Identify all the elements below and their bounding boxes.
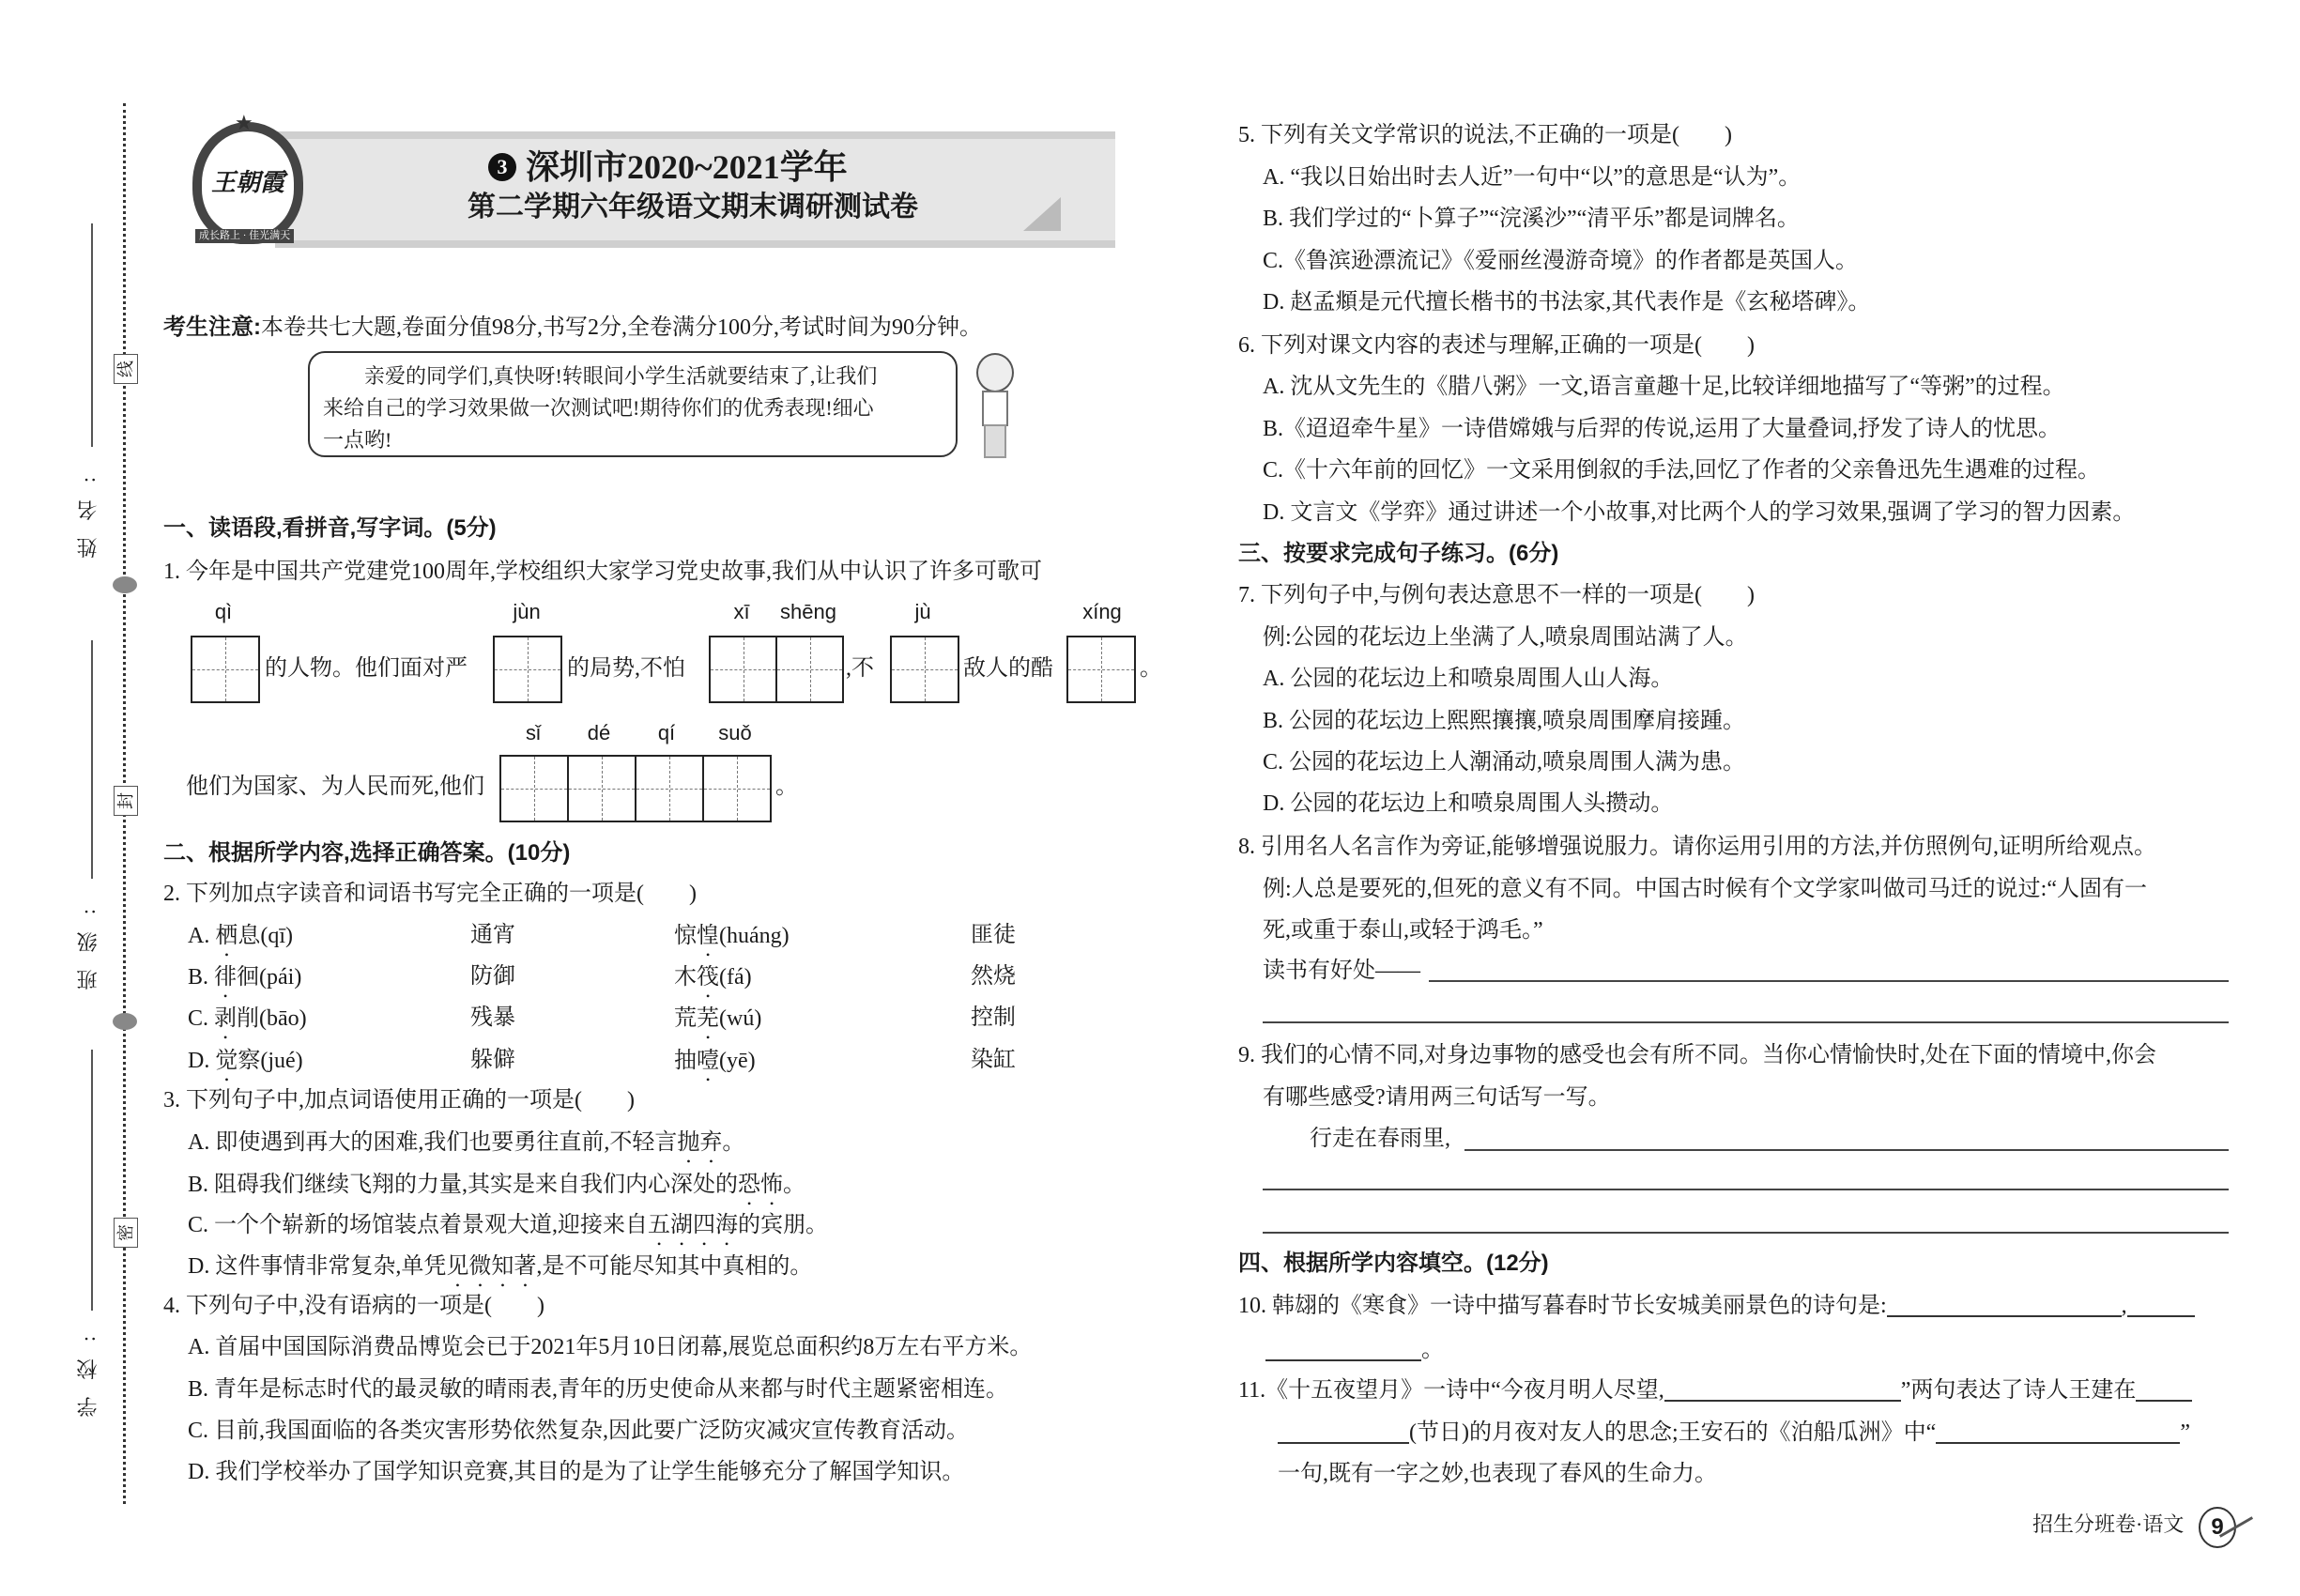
bubble-line3: 一点哟! [323, 428, 392, 452]
q8-prompt: 读书有好处—— [1263, 959, 1420, 983]
q11-part3: (节日)的月夜对友人的思念;王安石的《泊船瓜洲》中“ [1409, 1420, 1937, 1445]
writing-box[interactable] [493, 636, 562, 703]
seal-mark-feng: 封 [114, 786, 138, 816]
option-text: ,是不可能尽知其中真相的。 [536, 1254, 813, 1279]
q1-text: 敌人的酷 [963, 656, 1053, 681]
q6-option-a[interactable]: A. 沈从文先生的《腊八粥》一文,语言童趣十足,比较详细地描写了“等粥”的过程。 [1263, 375, 2065, 399]
dotted-char: 噎 [697, 1049, 719, 1073]
q4-option-a[interactable]: A. 首届中国国际消费品博览会已于2021年5月10日闭幕,展览总面积约8万左右平方米。 [188, 1335, 1033, 1359]
q5-option-b[interactable]: B. 我们学过的“卜算子”“浣溪沙”“清平乐”都是词牌名。 [1263, 207, 1800, 231]
student-cartoon-icon [967, 353, 1023, 456]
q2-option-d[interactable] [188, 1049, 303, 1086]
q8-stem: 8. 引用名人名言作为旁证,能够增强说服力。请你运用引用的方法,并仿照例句,证明所给观点。 [1238, 835, 2156, 859]
option-text: 。 [783, 1173, 806, 1197]
q10-blank[interactable] [2127, 1295, 2195, 1317]
bubble-line2: 来给自己的学习效果做一次测试吧!期待你们的优秀表现!细心 [323, 396, 874, 420]
section3-heading: 三、按要求完成句子练习。(6分) [1238, 541, 1559, 566]
writing-box[interactable] [499, 755, 772, 822]
q1-text: 。 [1140, 656, 1162, 681]
q7-stem: 7. 下列句子中,与例句表达意思不一样的一项是( ) [1238, 583, 1755, 607]
pinyin: sǐ [526, 721, 541, 744]
q2-stem: 2. 下列加点字读音和词语书写完全正确的一项是( ) [163, 882, 697, 906]
title-line1-text: 深圳市2020~2021学年 [526, 148, 848, 186]
q1-text: 他们为国家、为人民而死,他们 [186, 775, 484, 799]
q2-word: 通宵 [470, 923, 515, 947]
q5-option-d[interactable]: D. 赵孟頫是元代擅长楷书的书法家,其代表作是《玄秘塔碑》。 [1263, 290, 1871, 315]
q9-answer-line[interactable] [1263, 1189, 2229, 1190]
pinyin: qí [657, 721, 676, 744]
dotted-char: 徘 [214, 965, 238, 990]
option-word: 徊(pái) [237, 965, 302, 990]
dotted-char: 芜 [697, 1006, 719, 1031]
q2-option-b[interactable] [188, 965, 301, 1003]
pinyin: shēng [780, 600, 836, 623]
writing-box[interactable] [191, 636, 260, 703]
bubble-line1: 亲爱的同学们,真快呀!转眼间小学生活就要结束了,让我们 [364, 364, 878, 388]
q2-word [674, 1006, 761, 1044]
q2-option-c[interactable] [188, 1006, 307, 1044]
q11-part2: ”两句表达了诗人王建在 [1900, 1378, 2137, 1403]
option-word: 察(jué) [238, 1049, 303, 1073]
speech-bubble [308, 351, 958, 457]
option-label: A. [188, 924, 210, 948]
logo-text: 王朝霞 [210, 169, 284, 196]
q9-answer-line[interactable] [1464, 1149, 2229, 1151]
q2-word: 染缸 [971, 1048, 1016, 1072]
q3-option[interactable] [188, 1130, 744, 1168]
dotted-word: 五湖四海 [648, 1213, 739, 1237]
q8-example-line1: 例:人总是要死的,但死的意义有不同。中国古时候有个文学家叫做司马迁的说过:“人固有一 [1263, 877, 2147, 901]
q5-option-c[interactable]: C.《鲁滨逊漂流记》《爱丽丝漫游奇境》的作者都是英国人。 [1263, 249, 1859, 273]
page-number: 9 [2199, 1507, 2236, 1548]
q9-stem-line1: 9. 我们的心情不同,对身边事物的感受也会有所不同。当你心情愉快时,处在下面的情境中,你会 [1238, 1043, 2156, 1067]
q11-line3: 一句,既有一字之妙,也表现了春风的生命力。 [1278, 1462, 1717, 1486]
q11-blank[interactable] [2136, 1379, 2192, 1402]
option-word: 木 [674, 965, 697, 990]
writing-box[interactable] [1066, 636, 1136, 703]
q10-comma: , [2121, 1294, 2127, 1318]
option-word: 息(qī) [238, 924, 293, 948]
option-word: (huáng) [719, 924, 790, 948]
dotted-char: 惶 [697, 924, 719, 948]
option-word: 荒 [674, 1006, 697, 1031]
notice-text: 本卷共七大题,卷面分值98分,书写2分,全卷满分100分,考试时间为90分钟。 [261, 315, 982, 340]
q6-stem: 6. 下列对课文内容的表述与理解,正确的一项是( ) [1238, 333, 1755, 358]
q10-line1 [1238, 1295, 2195, 1317]
q2-word: 然烧 [971, 964, 1016, 989]
dotted-word: 见微知著 [446, 1254, 537, 1279]
q5-stem: 5. 下列有关文学常识的说法,不正确的一项是( ) [1238, 123, 1732, 147]
option-text: C. 一个个崭新的场馆装点着景观大道,迎接来自 [188, 1213, 649, 1237]
q2-word: 匪徒 [971, 923, 1016, 947]
q2-word: 控制 [971, 1005, 1016, 1030]
footer-label: 招生分班卷·语文 [2032, 1512, 2185, 1536]
section2-heading: 二、根据所学内容,选择正确答案。(10分) [163, 840, 571, 866]
dotted-char: 剥 [214, 1006, 238, 1031]
option-text: 的宾朋。 [738, 1213, 829, 1237]
q11-line1 [1238, 1379, 2192, 1402]
q5-option-a[interactable]: A. “我以日始出时去人近”一句中“以”的意思是“认为”。 [1263, 165, 1802, 190]
q10-stem: 10. 韩翃的《寒食》一诗中描写暮春时节长安城美丽景色的诗句是: [1238, 1294, 1887, 1318]
q6-option-d[interactable]: D. 文言文《学弈》通过讲述一个小故事,对比两个人的学习效果,强调了学习的智力因素。 [1263, 500, 2136, 525]
option-text: A. 即使遇到再大的困难,我们也要勇往直前,不轻言 [188, 1130, 678, 1155]
q10-end: 。 [1421, 1338, 1444, 1362]
q11-part1: 11.《十五夜望月》一诗中“今夜月明人尽望, [1238, 1378, 1664, 1403]
exam-notice [163, 316, 982, 339]
paper-number-badge: 3 [488, 153, 516, 181]
dotted-char: 栖 [215, 924, 238, 948]
q7-option-a[interactable]: A. 公园的花坛边上和喷泉周围人山人海。 [1263, 667, 1674, 691]
q4-stem: 4. 下列句子中,没有语病的一项是( ) [163, 1294, 544, 1318]
class-line [91, 640, 93, 879]
pinyin: jùn [513, 600, 541, 623]
dotted-char: 筏 [697, 965, 719, 990]
q2-word: 躲僻 [470, 1048, 515, 1072]
section4-heading: 四、根据所学内容填空。(12分) [1238, 1251, 1549, 1276]
option-label: B. [188, 965, 209, 990]
q9-answer-line[interactable] [1263, 1232, 2229, 1234]
q1-text: 的局势,不怕 [567, 656, 685, 681]
notice-label: 考生注意: [163, 315, 261, 340]
option-text: 。 [722, 1130, 745, 1155]
exam-title-line2: 第二学期六年级语文期末调研测试卷 [468, 192, 918, 223]
q2-word [674, 965, 752, 1003]
q9-prompt: 行走在春雨里, [1310, 1127, 1450, 1151]
star-icon: ★ [235, 111, 253, 134]
option-word: 惊 [674, 924, 697, 948]
pinyin: jù [914, 600, 931, 623]
q2-option-a[interactable] [188, 924, 293, 961]
option-text: B. 阻碍我们继续飞翔的力量,其实是来自我们内心深处的 [188, 1173, 739, 1197]
triangle-ruler-icon [1023, 197, 1061, 231]
pinyin: dé [587, 721, 611, 744]
class-label: 班级: [76, 892, 100, 990]
section1-heading: 一、读语段,看拼音,写字词。(5分) [163, 515, 497, 541]
q4-option-d[interactable]: D. 我们学校举办了国学知识竞赛,其目的是为了让学生能够充分了解国学知识。 [188, 1460, 965, 1484]
q11-part4: ” [2180, 1420, 2190, 1445]
binding-hole-icon [113, 1013, 137, 1030]
q8-answer-line[interactable] [1429, 980, 2229, 982]
name-line [91, 223, 93, 447]
option-word: 抽 [674, 1049, 697, 1073]
q1-text: 。 [775, 775, 798, 799]
dotted-char: 觉 [215, 1049, 238, 1073]
q3-option[interactable] [188, 1213, 828, 1251]
q9-stem-line2: 有哪些感受?请用两三句话写一写。 [1263, 1085, 1611, 1110]
brand-logo [192, 122, 303, 244]
q3-stem: 3. 下列句子中,加点词语使用正确的一项是( ) [163, 1088, 635, 1113]
q3-option[interactable] [188, 1173, 805, 1210]
seal-mark-xian: 线 [114, 354, 138, 384]
q1-stem: 1. 今年是中国共产党建党100周年,学校组织大家学习党史故事,我们从中认识了许多可歌可 [163, 560, 1042, 584]
q6-option-b[interactable]: B.《迢迢牵牛星》一诗借嫦娥与后羿的传说,运用了大量叠词,抒发了诗人的忧思。 [1263, 417, 2062, 441]
q7-option-c[interactable]: C. 公园的花坛边上人潮涌动,喷泉周围人满为患。 [1263, 750, 1746, 775]
name-label: 姓名: [76, 460, 100, 559]
dotted-word: 抛弃 [677, 1130, 723, 1155]
q3-option[interactable] [188, 1254, 812, 1292]
q10-blank[interactable] [1887, 1295, 2122, 1317]
q11-blank[interactable] [1278, 1421, 1409, 1444]
dotted-word: 恐怖 [738, 1173, 784, 1197]
q2-word: 防御 [470, 964, 515, 989]
q4-option-c[interactable]: C. 目前,我国面临的各类灾害形势依然复杂,因此要广泛防灾减灾宣传教育活动。 [188, 1419, 970, 1443]
q8-example-line2: 死,或重于泰山,或轻于鸿毛。” [1263, 918, 1543, 943]
pinyin: xíng [1082, 600, 1122, 623]
q7-example: 例:公园的花坛边上坐满了人,喷泉周围站满了人。 [1263, 625, 1748, 650]
option-word: 削(bāo) [237, 1006, 307, 1031]
logo-motto: 成长路上 · 佳光满天 [195, 229, 294, 243]
q1-text: 的人物。他们面对严 [265, 656, 468, 681]
binding-hole-icon [113, 576, 137, 593]
writing-box[interactable] [890, 636, 959, 703]
school-label: 学校: [76, 1319, 100, 1418]
q4-option-b[interactable]: B. 青年是标志时代的最灵敏的晴雨表,青年的历史使命从来都与时代主题紧密相连。 [188, 1377, 1009, 1402]
q8-answer-line[interactable] [1263, 1021, 2229, 1023]
q6-option-c[interactable]: C.《十六年前的回忆》一文采用倒叙的手法,回忆了作者的父亲鲁迅先生遇难的过程。 [1263, 458, 2101, 483]
option-word: (wú) [719, 1006, 762, 1031]
q2-word [674, 924, 790, 961]
q2-word [674, 1049, 756, 1086]
pinyin: suǒ [718, 721, 752, 744]
option-text: D. 这件事情非常复杂,单凭 [188, 1254, 447, 1279]
writing-box[interactable] [709, 636, 844, 703]
seal-mark-mi: 密 [114, 1218, 138, 1248]
q10-line2 [1265, 1339, 1444, 1361]
option-word: (fá) [719, 965, 752, 990]
q2-word: 残暴 [470, 1005, 515, 1030]
q11-blank[interactable] [1936, 1421, 2180, 1444]
option-label: D. [188, 1049, 210, 1073]
q10-blank[interactable] [1265, 1339, 1421, 1361]
option-label: C. [188, 1006, 209, 1031]
exam-title-line1 [488, 150, 848, 184]
pinyin: xī [733, 600, 750, 623]
q11-blank[interactable] [1664, 1379, 1901, 1402]
q1-text: ,不 [846, 656, 874, 681]
option-word: (yē) [719, 1049, 756, 1073]
q7-option-b[interactable]: B. 公园的花坛边上熙熙攘攘,喷泉周围摩肩接踵。 [1263, 709, 1746, 733]
q7-option-d[interactable]: D. 公园的花坛边上和喷泉周围人头攒动。 [1263, 791, 1674, 816]
school-line [91, 1050, 93, 1311]
q11-line2 [1278, 1421, 2190, 1444]
pinyin: qì [214, 600, 233, 623]
